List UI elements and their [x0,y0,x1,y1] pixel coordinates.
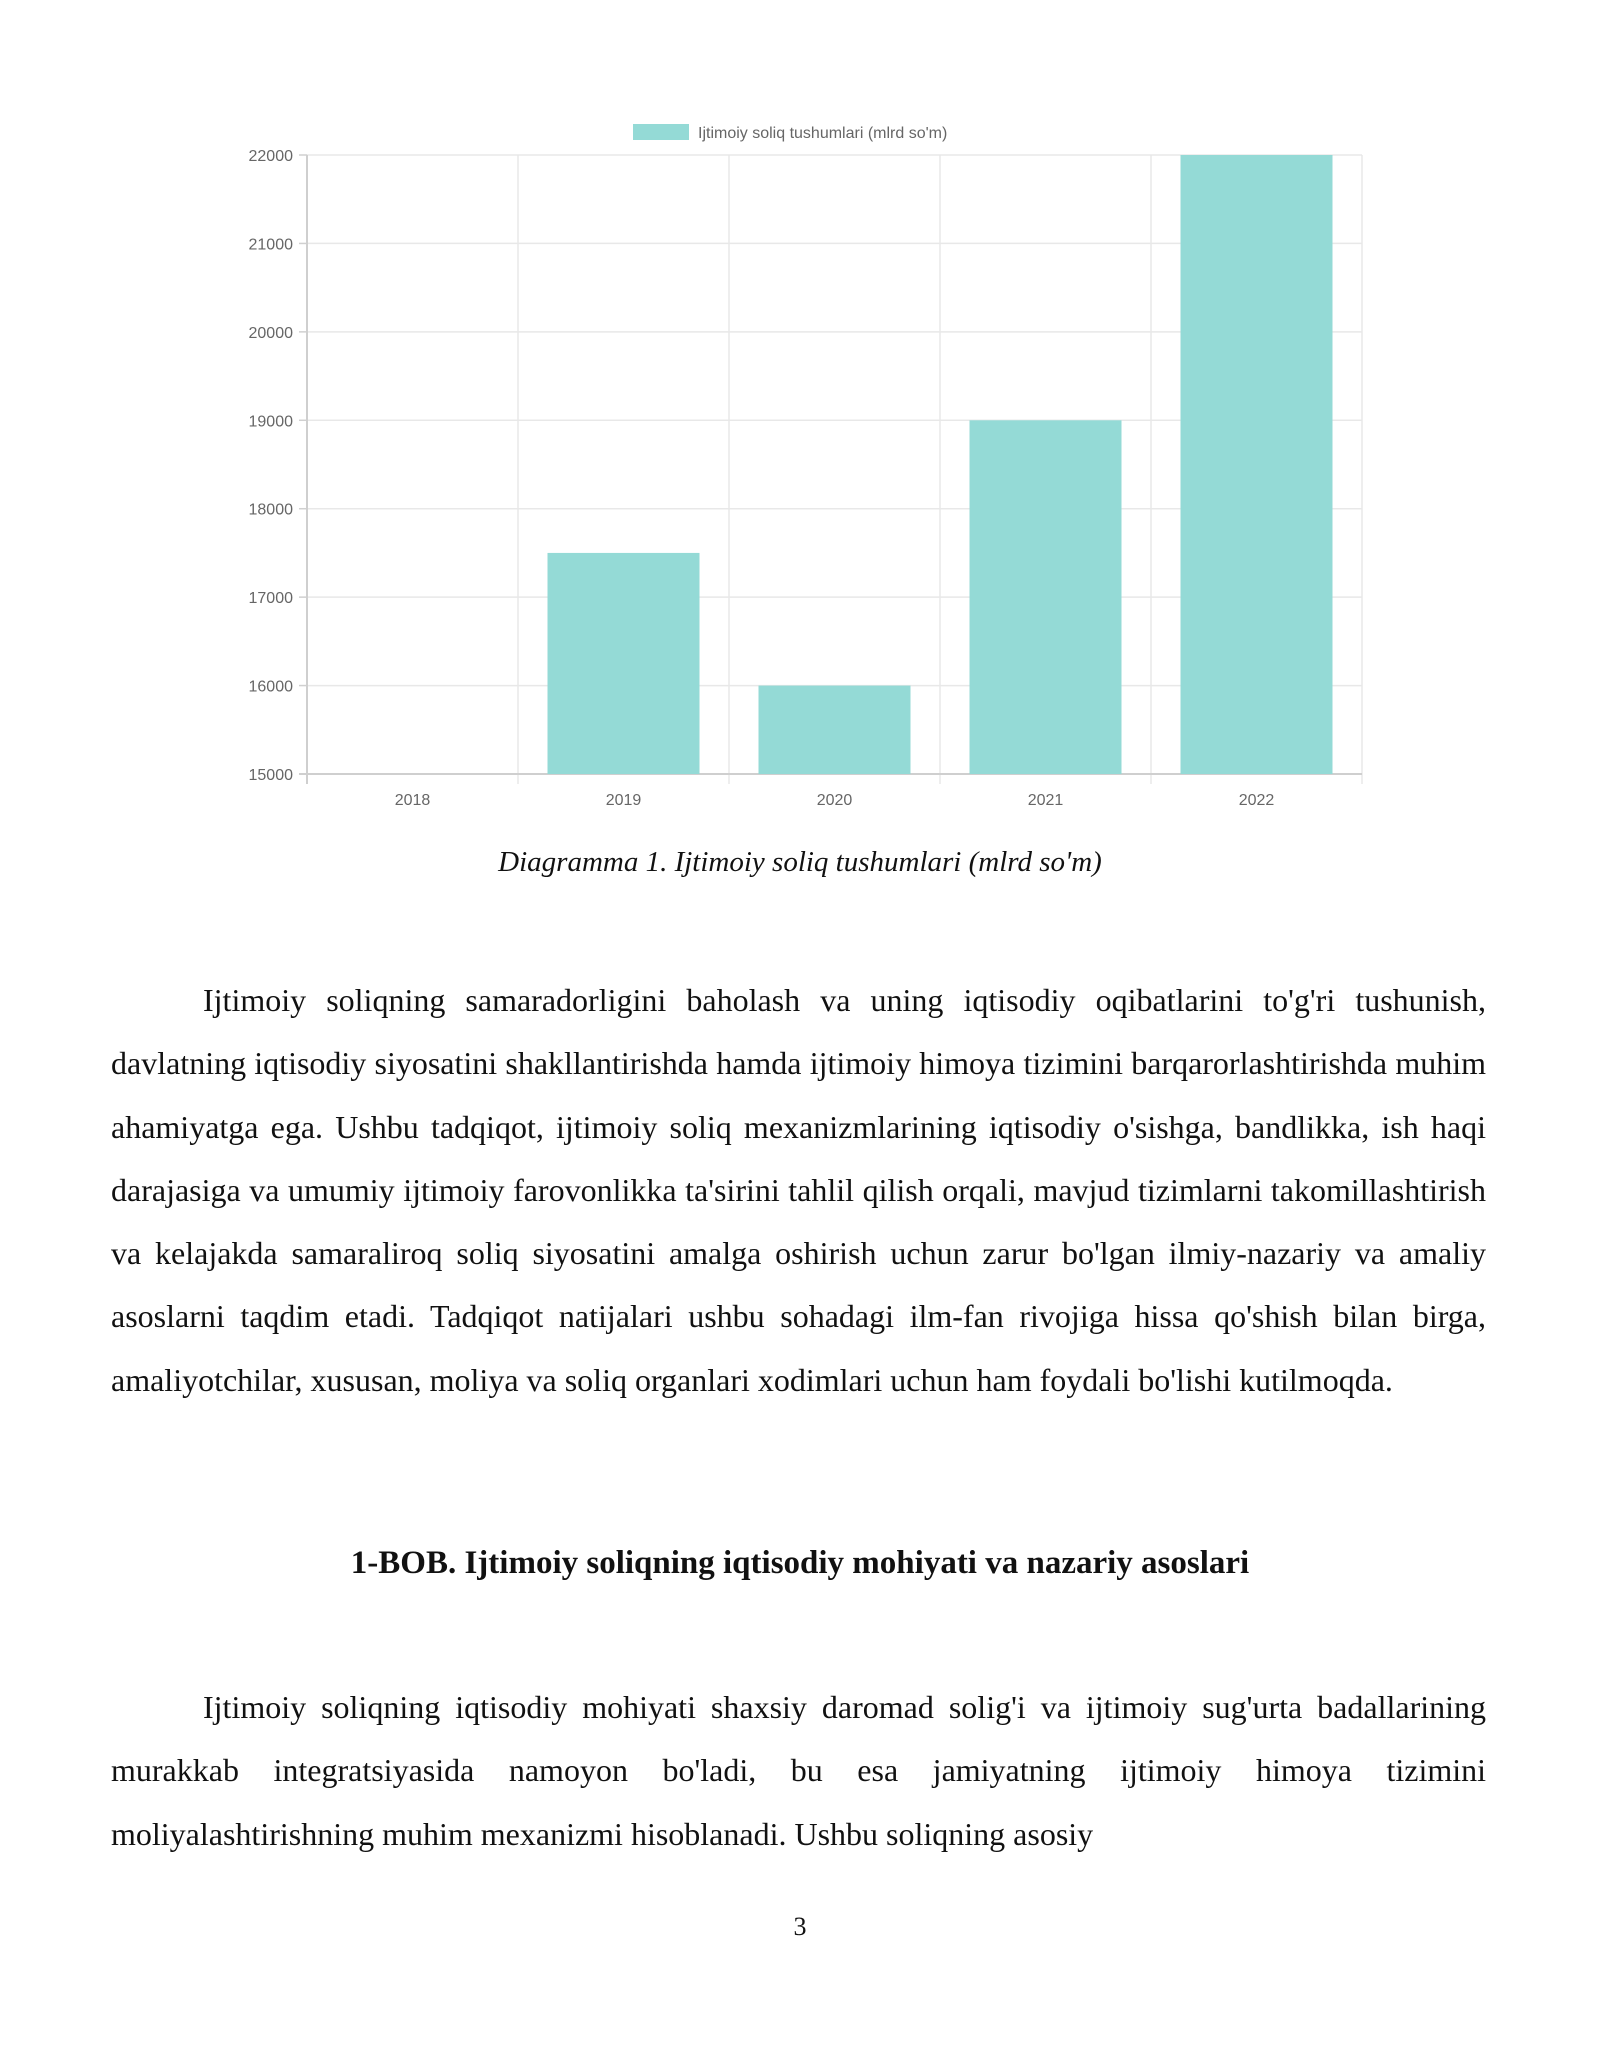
bar-2019 [548,553,700,774]
page-number: 3 [793,1912,807,1941]
bar-2022 [1181,155,1333,774]
x-tick-label: 2022 [1238,792,1275,809]
x-tick-label: 2019 [605,792,642,809]
legend-label: Ijtimoiy soliq tushumlari (mlrd so'm) [698,125,948,142]
y-tick-label: 21000 [248,236,293,254]
bar-2020 [759,686,911,774]
y-tick-label: 19000 [248,413,293,431]
bar-2021 [970,420,1122,774]
y-axis-ticks [249,148,294,784]
body-paragraph-1: Ijtimoiy soliqning samaradorligini baholash va uning iqtisodiy oqibatlarini to'g'ri tushunish, davlatning iqtisodiy siyosatini shakllantirishda hamda ijtimoiy himoya tizimini barqarorlashtirishda muhim ahamiyatga ega. Ushbu tadqiqot, ijtimoiy soliq mexanizmlarining iqtisodiy o'sishga, bandlikka, ish haqi darajasiga va umumiy ijtimoiy farovonlikka ta'sirini tahlil qilish orqali, mavjud tizimlarni takomillashtirish va kelajakda samaraliroq soliq siyosatini amalga oshirish uchun zarur bo'lgan ilmiy-nazariy va amaliy asoslarni taqdim etadi. Tadqiqot natijalari ushbu sohadagi ilm-fan rivojiga hissa qo'shish bilan birga, amaliyotchilar, xususan, moliya va soliq organlari xodimlari uchun ham foydali bo'lishi kutilmoqda. [111,982,1486,1398]
chapter-heading: 1-BOB. Ijtimoiy soliqning iqtisodiy mohiyati va nazariy asoslari [350,1545,1250,1581]
y-tick-label: 17000 [248,590,293,608]
y-tick-label: 22000 [248,148,293,165]
y-tick-label: 20000 [248,324,293,342]
x-tick-label: 2021 [1027,792,1064,809]
x-tick-label: 2018 [394,792,431,809]
chart-legend [633,124,947,142]
bar-chart [0,0,1600,830]
legend-swatch [633,124,689,140]
x-axis-ticks [395,792,1275,809]
body-paragraph-2: Ijtimoiy soliqning iqtisodiy mohiyati shaxsiy daromad solig'i va ijtimoiy sug'urta badallarining murakkab integratsiyasida namoyon bo'ladi, bu esa jamiyatning ijtimoiy himoya tizimini moliyalashtirishning muhim mexanizmi hisoblanadi. Ushbu soliqning asosiy [111,1689,1486,1852]
figure-caption: Diagramma 1. Ijtimoiy soliq tushumlari (mlrd so'm) [498,846,1102,878]
y-tick-label: 15000 [248,767,293,784]
y-tick-label: 18000 [248,501,293,519]
x-tick-label: 2020 [816,792,853,809]
y-tick-label: 16000 [248,678,293,696]
